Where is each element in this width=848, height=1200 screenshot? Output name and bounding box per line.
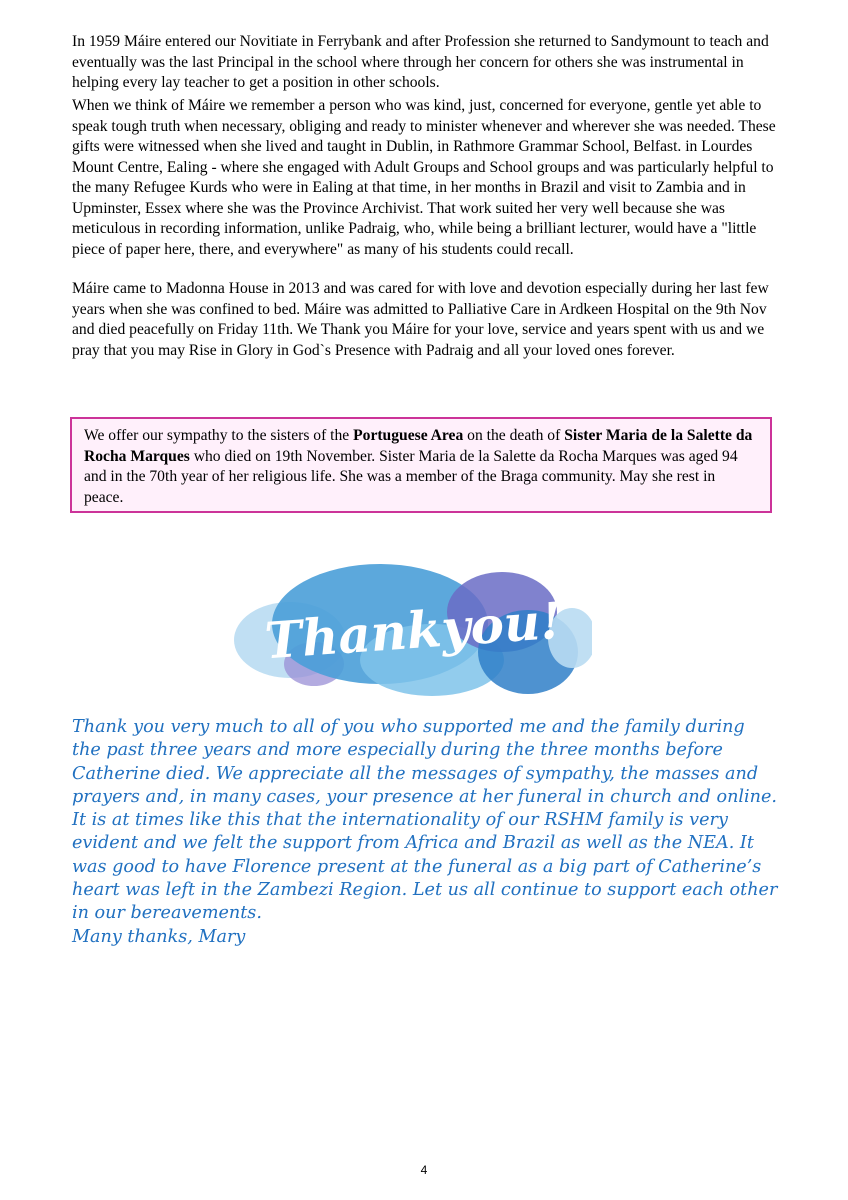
sympathy-box — [70, 417, 772, 513]
sympathy-text: We offer our sympathy to the sisters of the Portuguese Area on the death of Sister Maria de la Salette da Rocha Marques who died on 19th November. Sister Maria de la Salette da Rocha Marques was aged 94 and in the 70th year of her religious life. She was a member of the Braga community. May she rest in peace. — [84, 427, 753, 506]
sister-name: Sister Maria de la Salette da Rocha Marques — [84, 427, 753, 465]
thank-you-graphic — [232, 560, 592, 700]
paragraph-madonna-house: Máire came to Madonna House in 2013 and was cared for with love and devotion especially during her last few years when she was confined to bed. Máire was admitted to Palliative Care in Ardkeen Hospital on the 9th Nov and died peacefully on Friday 11th. We Thank you Máire for your love, service and years spent with us and we pray that you may Rise in Glory in God`s Presence with Padraig and all your loved ones forever. — [72, 280, 769, 359]
thank-you-note: Thank you very much to all of you who supported me and the family during the past three years and more especially during the three months before Catherine died. We appreciate all the messages of sympathy, the masses and prayers and, in many cases, your presence at her funeral in church and online. It is at times like this that the internationality of our RSHM family is very evident and we felt the support from Africa and Brazil as well as the NEA. It was good to have Florence present at the funeral as a big part of Catherine’s heart was left in the Zambezi Region. Let us all continue to support each other in our bereavements. Many thanks, Mary — [72, 717, 778, 947]
paragraph-novitiate: In 1959 Máire entered our Novitiate in Ferrybank and after Profession she returned to Sandymount to teach and eventually was the last Principal in the school where through her concern for others she was instrumental in helping every lay teacher to get a position in other schools. — [72, 33, 769, 91]
page-number: 4 — [420, 1163, 428, 1177]
paragraph-remembrance: When we think of Máire we remember a person who was kind, just, concerned for everyone, gentle yet able to speak tough truth when necessary, obliging and ready to minister whenever and wherever she was needed. These gifts were witnessed when she lived and taught in Dublin, in Rathmore Grammar School, Belfast. in Lourdes Mount Centre, Ealing - where she engaged with Adult Groups and School groups and was particularly helpful to the many Refugee Kurds who were in Ealing at that time, in her months in Brazil and visit to Zambia and in Upminster, Essex where she was the Province Archivist. That work suited her very well because she was meticulous in recording information, unlike Padraig, who, while being a brilliant lecturer, would have a "little piece of paper here, there, and everywhere" as many of his students could recall. — [72, 97, 776, 258]
thank-you-text: Thankyou! — [262, 590, 564, 671]
area-name: Portuguese Area — [353, 427, 464, 444]
